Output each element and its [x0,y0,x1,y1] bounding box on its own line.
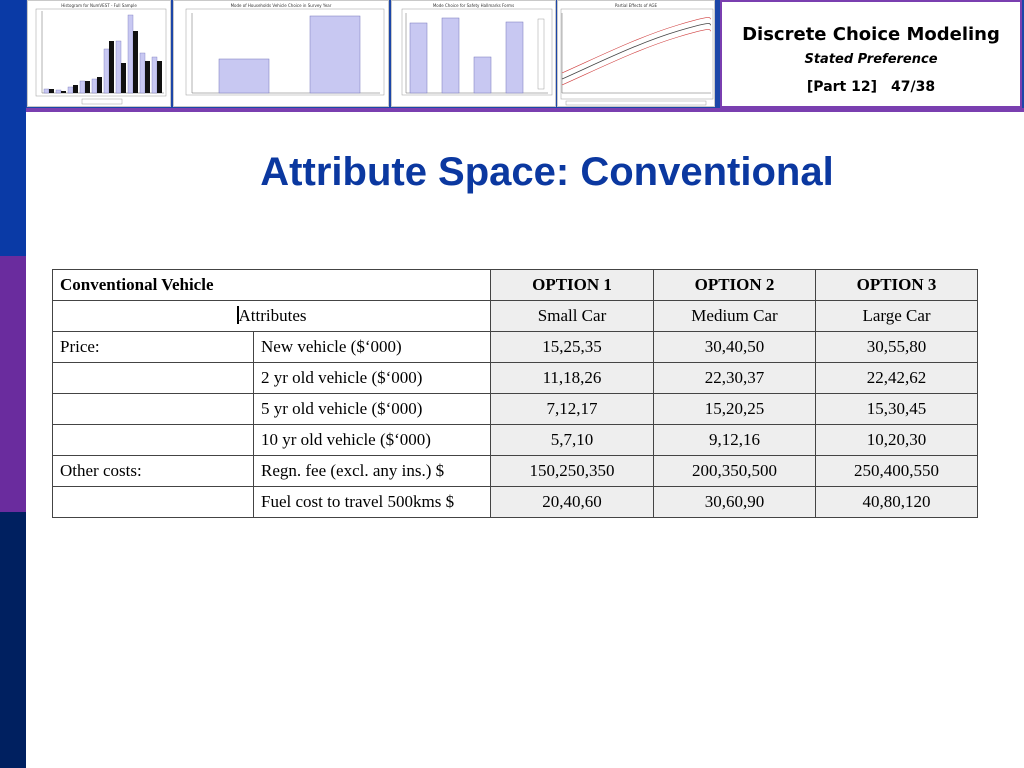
table-attributes-row [53,301,978,332]
option-2-value: 30,60,90 [654,487,816,518]
sidebar-segment-purple [0,256,26,512]
course-title: Discrete Choice Modeling [742,24,1000,45]
option-3-value: 10,20,30 [816,425,978,456]
option-2-value: 30,40,50 [654,332,816,363]
table-row [53,394,978,425]
attributes-header-cell [53,301,491,332]
part-label: [Part 12] [806,79,877,95]
option-2-value: 22,30,37 [654,363,816,394]
table-row [53,456,978,487]
option-1-value: 5,7,10 [491,425,654,456]
thumbnail-partial-effects [557,0,715,107]
option-2-value: 200,350,500 [654,456,816,487]
option-3-value: 250,400,550 [816,456,978,487]
row-attribute-label: Fuel cost to travel 500kms $ [254,487,491,518]
option-3-type: Large Car [816,301,978,332]
option-3-header: OPTION 3 [816,270,978,301]
option-1-type: Small Car [491,301,654,332]
option-1-value: 15,25,35 [491,332,654,363]
page-number: 47/38 [891,79,936,95]
table-row [53,487,978,518]
slide-title: Attribute Space: Conventional [260,150,834,194]
thumbnail-mode-choice [173,0,389,107]
option-1-value: 11,18,26 [491,363,654,394]
option-3-value: 40,80,120 [816,487,978,518]
row-attribute-label: Regn. fee (excl. any ins.) $ [254,456,491,487]
option-3-value: 15,30,45 [816,394,978,425]
row-group-label: Price: [53,332,254,363]
thumbnail-safety-forms [391,0,556,107]
option-1-header: OPTION 1 [491,270,654,301]
course-title-box [720,0,1022,108]
option-2-type: Medium Car [654,301,816,332]
table-row [53,363,978,394]
partial-effects-thumbnail-chart [558,1,715,107]
option-2-value: 9,12,16 [654,425,816,456]
option-3-value: 22,42,62 [816,363,978,394]
left-color-bar [0,0,26,768]
sidebar-segment-navy [0,512,26,768]
safety-forms-thumbnail-chart [392,1,556,107]
option-1-value: 150,250,350 [491,456,654,487]
option-3-value: 30,55,80 [816,332,978,363]
table-header-row [53,270,978,301]
option-1-value: 20,40,60 [491,487,654,518]
course-subtitle: Stated Preference [804,52,938,67]
row-group-label: Other costs: [53,456,254,487]
thumbnail-histogram [27,0,171,107]
row-group-label [53,394,254,425]
row-group-label [53,363,254,394]
table-header-label: Conventional Vehicle [53,270,491,301]
mode-choice-thumbnail-chart [174,1,389,107]
table-row [53,332,978,363]
table-row [53,425,978,456]
row-group-label [53,425,254,456]
row-attribute-label: New vehicle ($‘000) [254,332,491,363]
row-group-label [53,487,254,518]
attribute-table [52,269,978,518]
row-attribute-label: 10 yr old vehicle ($‘000) [254,425,491,456]
thumbnail-title: Histogram for NumVEST - Full Sample [61,3,137,8]
thumbnail-title: Mode of Households Vehicle Choice in Survey Year [230,3,332,8]
histogram-thumbnail-chart [28,1,171,107]
row-attribute-label: 2 yr old vehicle ($‘000) [254,363,491,394]
part-page-indicator [722,79,1020,95]
option-1-value: 7,12,17 [491,394,654,425]
option-2-header: OPTION 2 [654,270,816,301]
header-divider [26,108,1024,112]
thumbnail-title: Partial Effects of AGE [614,3,658,8]
attributes-label: Attributes [238,306,307,325]
option-2-value: 15,20,25 [654,394,816,425]
sidebar-segment-blue [0,0,26,256]
row-attribute-label: 5 yr old vehicle ($‘000) [254,394,491,425]
thumbnail-title: Mode Choice for Safety Hallmarks Forms [432,3,515,8]
